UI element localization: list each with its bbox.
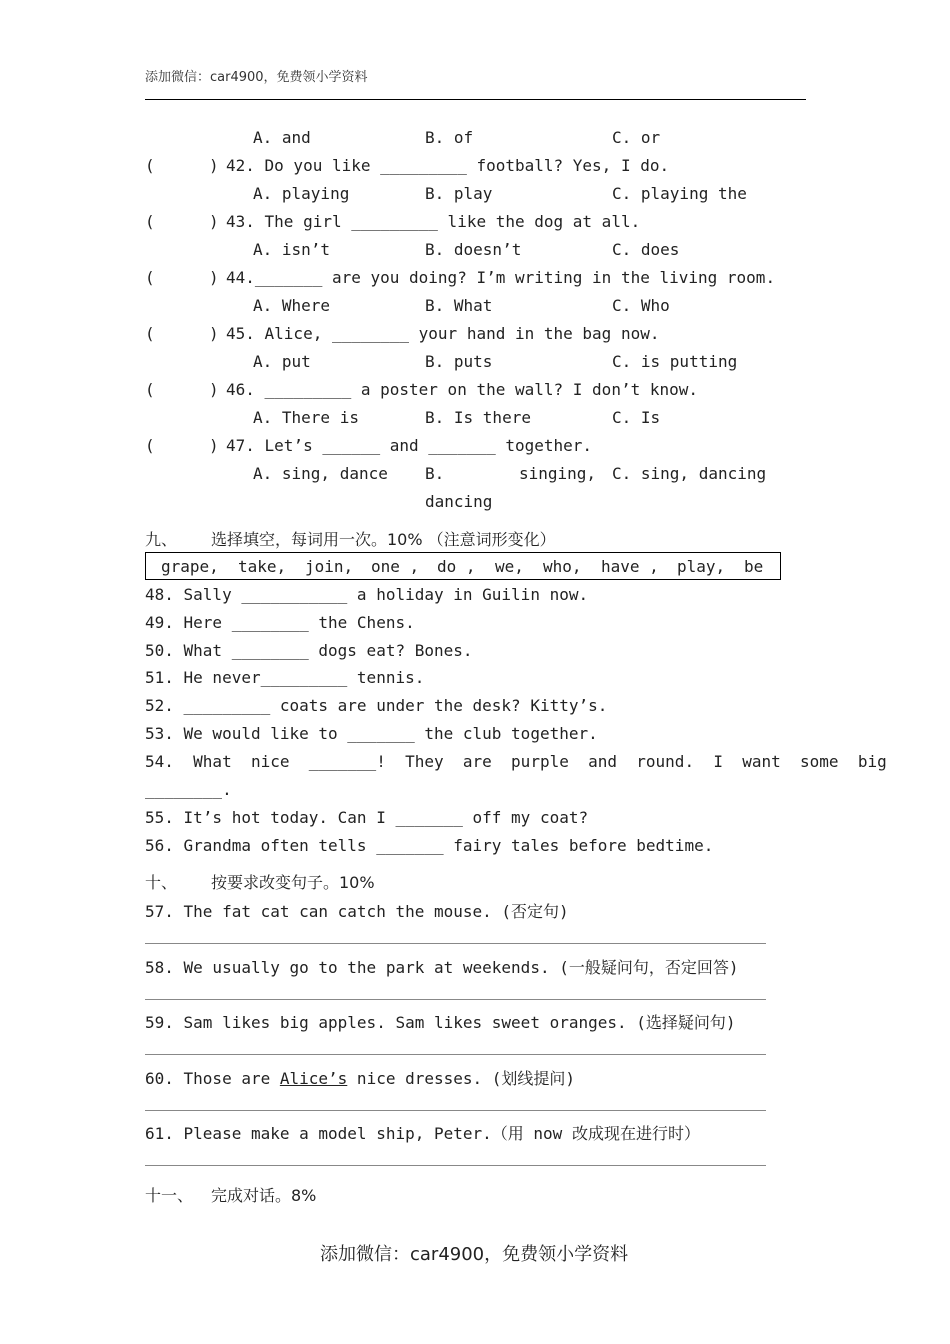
word-bank-item: one , <box>371 557 420 576</box>
word-bank-item: join, <box>305 557 354 576</box>
q46-option-b: B. Is there <box>425 408 531 427</box>
section-10-title: 按要求改变句子。10% <box>211 873 375 892</box>
q53: 53. We would like to _______ the club together. <box>145 724 598 743</box>
q57: 57. The fat cat can catch the mouse. (否定句) <box>145 902 569 921</box>
answer-line <box>145 1165 766 1166</box>
q44-option-c: C. Who <box>612 296 670 315</box>
section-9-title: 选择填空，每词用一次。10% （注意词形变化） <box>211 530 556 549</box>
answer-paren-open: ( <box>145 380 155 399</box>
word-bank-item: have , <box>601 557 659 576</box>
q60 <box>145 1066 575 1089</box>
word-bank-item: play, <box>677 557 726 576</box>
word-bank-item: who, <box>543 557 582 576</box>
q41-option-b: B. of <box>425 128 474 147</box>
q56: 56. Grandma often tells _______ fairy tales before bedtime. <box>145 836 714 855</box>
answer-paren-close: ) <box>209 156 219 175</box>
q55: 55. It’s hot today. Can I _______ off my coat? <box>145 808 589 827</box>
q60-part2: nice dresses. (划线提问) <box>347 1069 576 1088</box>
q43-stem: 43. The girl _________ like the dog at all. <box>226 212 641 231</box>
q52: 52. _________ coats are under the desk? Kitty’s. <box>145 696 608 715</box>
q47-option-b-label: B. <box>425 464 445 483</box>
q45-option-c: C. is putting <box>612 352 738 371</box>
q45-stem: 45. Alice, ________ your hand in the bag now. <box>226 324 660 343</box>
q44-option-b: B. What <box>425 296 493 315</box>
answer-line <box>145 1110 766 1111</box>
header-rule <box>145 99 806 100</box>
q46-option-c: C. Is <box>612 408 661 427</box>
section-10-number: 十、 <box>145 873 178 892</box>
answer-paren-close: ) <box>209 268 219 287</box>
q45-option-b: B. puts <box>425 352 493 371</box>
answer-line <box>145 999 766 1000</box>
section-9-number: 九、 <box>145 530 178 549</box>
q46-stem: 46. _________ a poster on the wall? I don’t know. <box>226 380 699 399</box>
q42-option-a: A. playing <box>253 184 350 203</box>
answer-paren-close: ) <box>209 212 219 231</box>
q59: 59. Sam likes big apples. Sam likes sweet oranges. (选择疑问句) <box>145 1013 736 1032</box>
q41-option-c: C. or <box>612 128 661 147</box>
word-bank-item: we, <box>495 557 524 576</box>
answer-paren-open: ( <box>145 268 155 287</box>
answer-paren-open: ( <box>145 156 155 175</box>
q54-continued: ________. <box>145 780 232 799</box>
q51: 51. He never_________ tennis. <box>145 668 425 687</box>
answer-paren-open: ( <box>145 324 155 343</box>
header-note: 添加微信：car4900，免费领小学资料 <box>145 70 368 85</box>
word-bank-item: take, <box>238 557 287 576</box>
word-bank-box <box>145 552 781 580</box>
q46-option-a: A. There is <box>253 408 359 427</box>
q47-stem: 47. Let’s ______ and _______ together. <box>226 436 593 455</box>
q60-part1: 60. Those are <box>145 1069 280 1088</box>
answer-paren-close: ) <box>209 324 219 343</box>
answer-line <box>145 1054 766 1055</box>
q58: 58. We usually go to the park at weekends. (一般疑问句，否定回答) <box>145 958 739 977</box>
q42-option-b: B. play <box>425 184 493 203</box>
word-bank-item: grape, <box>161 557 219 576</box>
answer-paren-open: ( <box>145 212 155 231</box>
word-bank-item: be <box>744 557 764 576</box>
word-bank-item: do , <box>437 557 476 576</box>
q41-option-a: A. and <box>253 128 311 147</box>
footer-note: 添加微信：car4900，免费领小学资料 <box>320 1244 629 1265</box>
q47-option-b-word2: dancing <box>425 492 493 511</box>
q45-option-a: A. put <box>253 352 311 371</box>
q43-option-b: B. doesn’t <box>425 240 522 259</box>
q50: 50. What ________ dogs eat? Bones. <box>145 641 473 660</box>
answer-line <box>145 943 766 944</box>
section-11-number: 十一、 <box>145 1186 194 1205</box>
section-11-title: 完成对话。8% <box>211 1186 317 1205</box>
q42-stem: 42. Do you like _________ football? Yes, I do. <box>226 156 670 175</box>
q47-option-a: A. sing, dance <box>253 464 388 483</box>
answer-paren-close: ) <box>209 380 219 399</box>
q43-option-a: A. isn’t <box>253 240 331 259</box>
q47-option-b-word1: singing, <box>519 464 597 483</box>
q43-option-c: C. does <box>612 240 680 259</box>
answer-paren-open: ( <box>145 436 155 455</box>
q48: 48. Sally ___________ a holiday in Guilin now. <box>145 585 589 604</box>
q54: 54. What nice _______! They are purple and round. I want some big <box>145 752 887 771</box>
q44-option-a: A. Where <box>253 296 331 315</box>
answer-paren-close: ) <box>209 436 219 455</box>
q42-option-c: C. playing the <box>612 184 747 203</box>
q49: 49. Here ________ the Chens. <box>145 613 415 632</box>
q61: 61. Please make a model ship, Peter.（用 now 改成现在进行时） <box>145 1124 700 1143</box>
q47-option-c: C. sing, dancing <box>612 464 767 483</box>
q44-stem: 44._______ are you doing? I’m writing in the living room. <box>226 268 776 287</box>
q60-underlined-word: Alice’s <box>279 1069 348 1088</box>
